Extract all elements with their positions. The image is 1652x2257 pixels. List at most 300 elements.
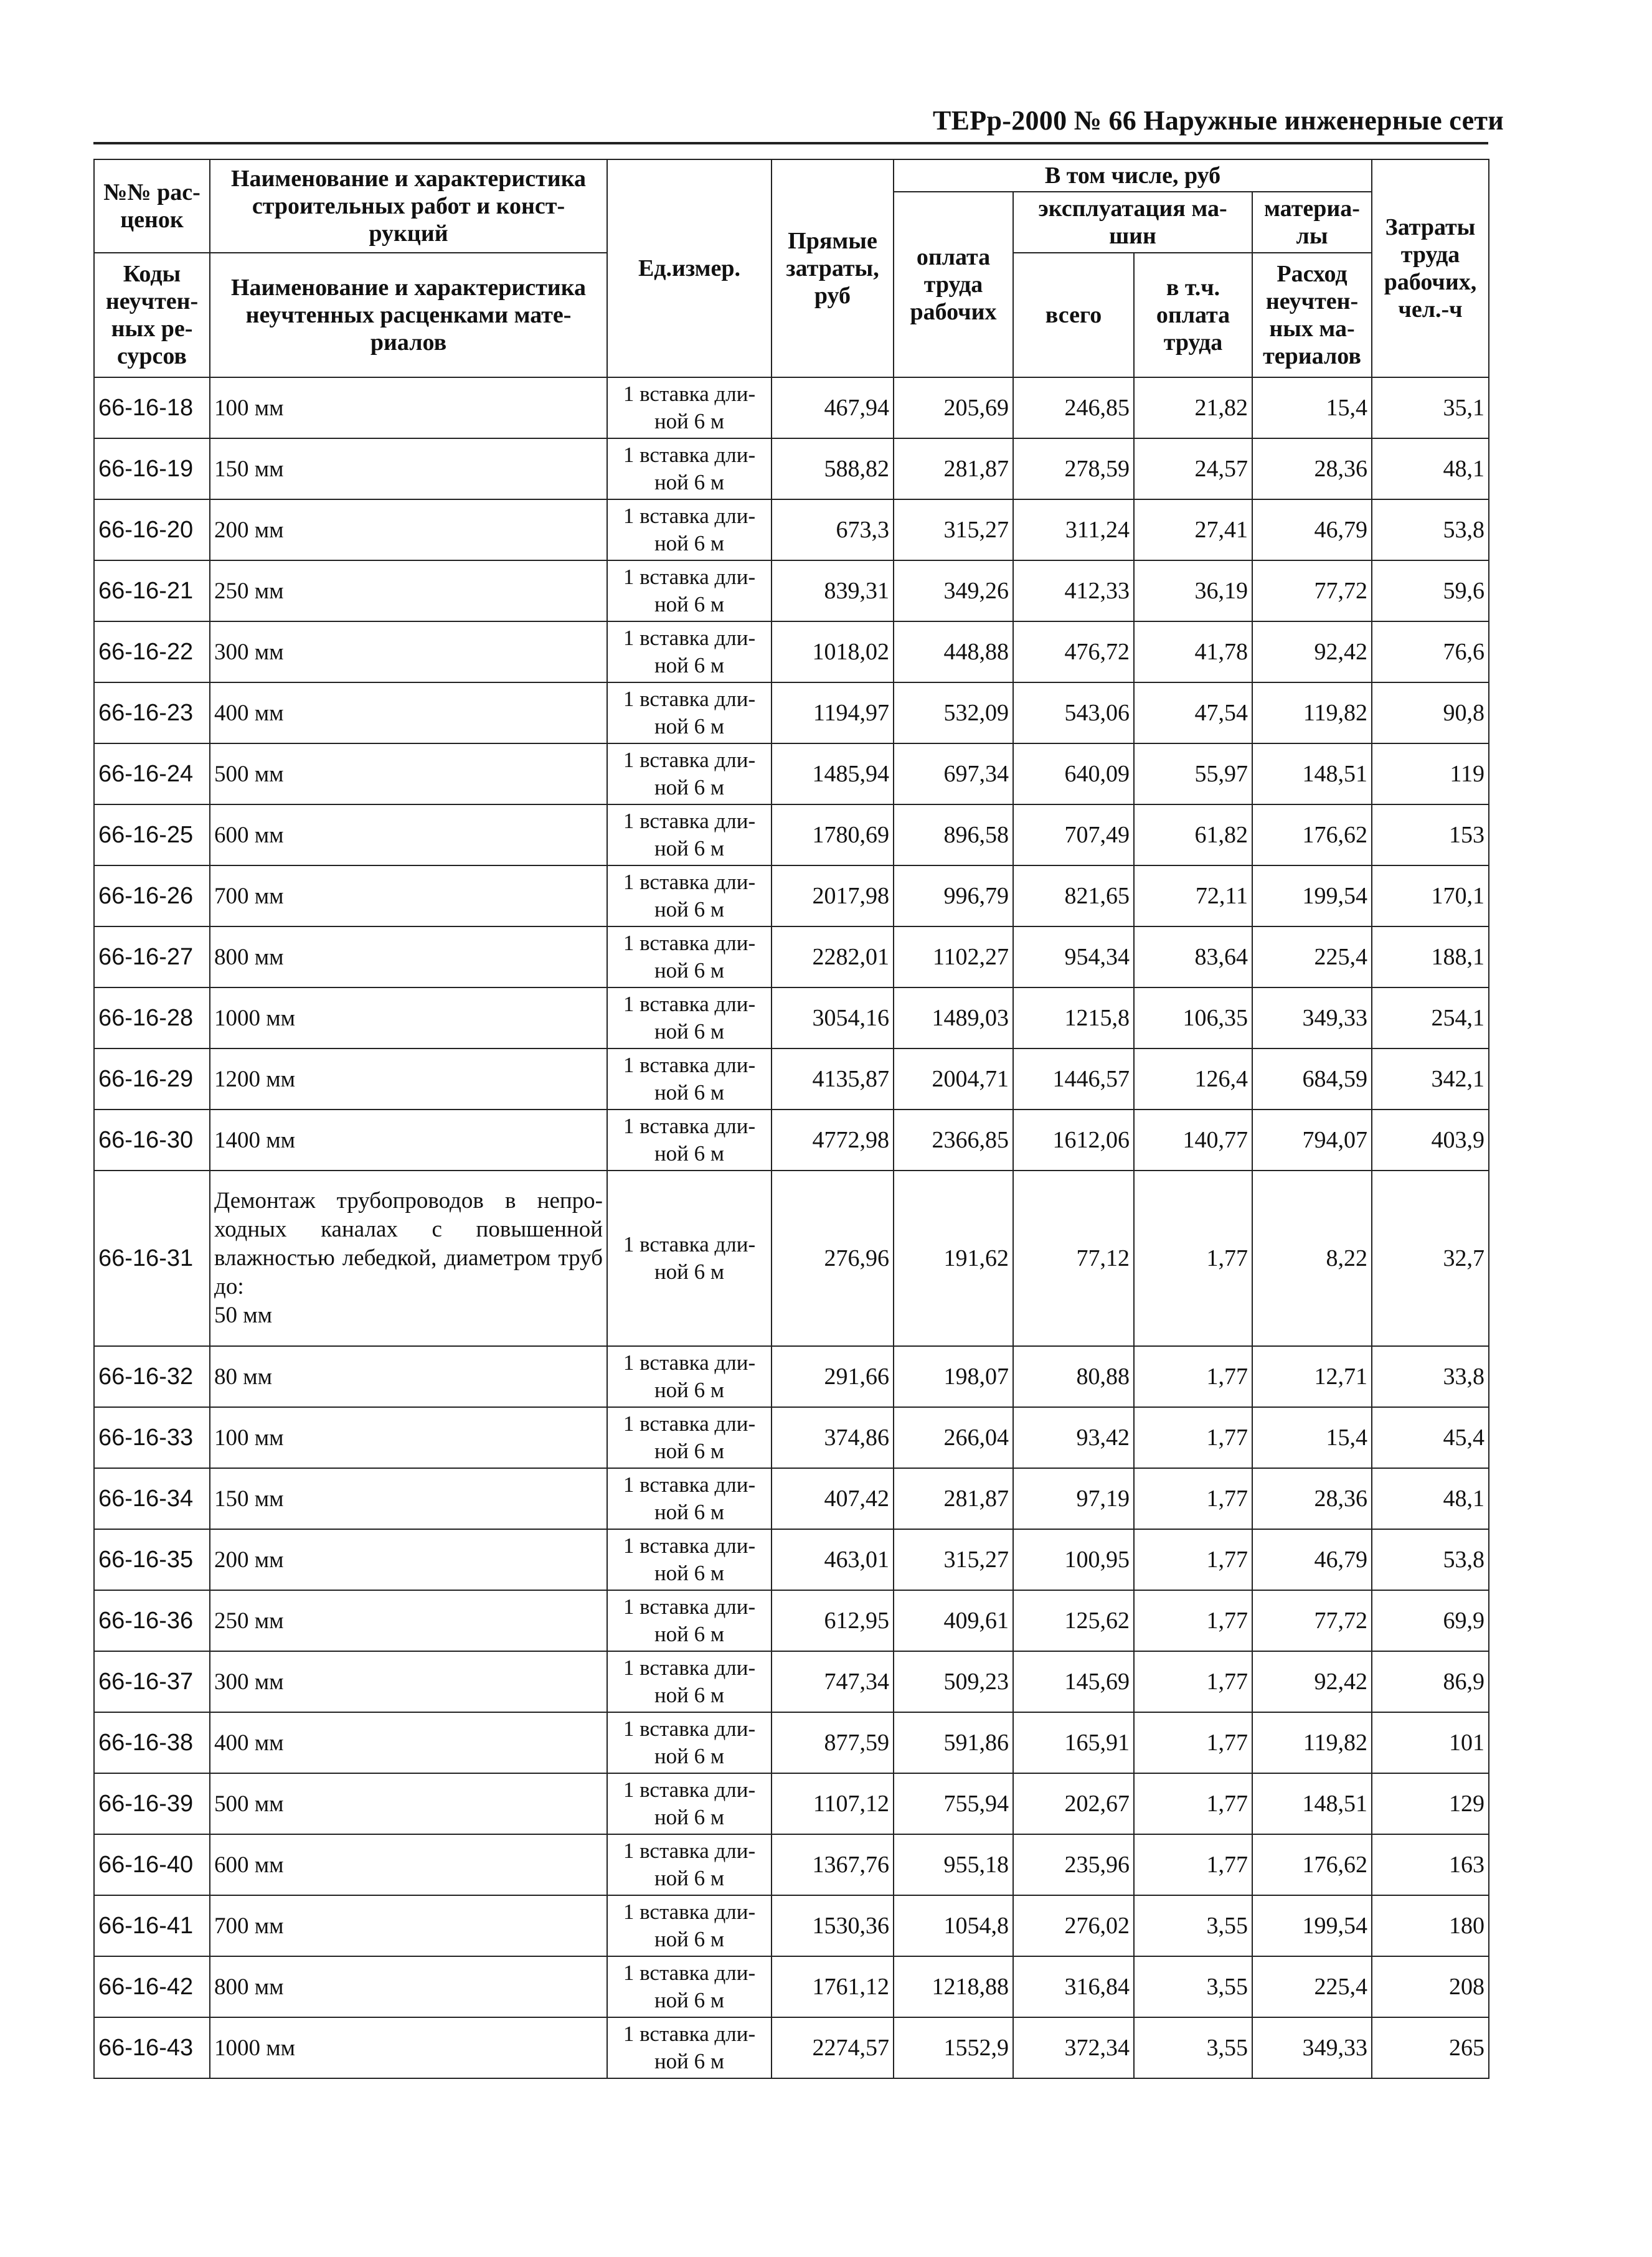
machines-total: 202,67	[1013, 1773, 1134, 1834]
machines-total: 1612,06	[1013, 1110, 1134, 1171]
materials: 349,33	[1252, 2017, 1372, 2078]
unit-line: 1 вставка дли-	[623, 443, 756, 467]
rate-code: 66-16-31	[94, 1171, 210, 1346]
rate-code: 66-16-43	[94, 2017, 210, 2078]
header-rule	[93, 142, 1488, 144]
work-name: 700 мм	[210, 865, 607, 926]
table-row	[94, 1529, 1489, 1590]
table-row	[94, 1895, 1489, 1956]
machines-total: 97,19	[1013, 1468, 1134, 1529]
work-name: 600 мм	[210, 1834, 607, 1895]
unit-line: ной 6 м	[654, 1561, 725, 1585]
machines-pay: 106,35	[1134, 987, 1252, 1048]
workers-pay: 191,62	[894, 1171, 1013, 1346]
labor-costs: 45,4	[1372, 1407, 1489, 1468]
unit-of-measure	[607, 1048, 772, 1110]
machines-pay: 1,77	[1134, 1773, 1252, 1834]
rate-code: 66-16-34	[94, 1468, 210, 1529]
work-name: 800 мм	[210, 926, 607, 987]
labor-costs: 119	[1372, 743, 1489, 804]
materials: 225,4	[1252, 1956, 1372, 2017]
workers-pay: 315,27	[894, 499, 1013, 560]
direct-costs: 1780,69	[772, 804, 894, 865]
direct-costs: 4135,87	[772, 1048, 894, 1110]
materials: 77,72	[1252, 1590, 1372, 1651]
unit-of-measure	[607, 865, 772, 926]
machines-pay: 47,54	[1134, 682, 1252, 743]
direct-costs: 374,86	[772, 1407, 894, 1468]
workers-pay: 2004,71	[894, 1048, 1013, 1110]
machines-total: 235,96	[1013, 1834, 1134, 1895]
direct-costs: 588,82	[772, 438, 894, 499]
unit-line: ной 6 м	[654, 1378, 725, 1402]
unit-of-measure	[607, 743, 772, 804]
workers-pay: 1054,8	[894, 1895, 1013, 1956]
machines-pay: 1,77	[1134, 1171, 1252, 1346]
machines-total: 543,06	[1013, 682, 1134, 743]
work-name: 200 мм	[210, 1529, 607, 1590]
direct-costs: 463,01	[772, 1529, 894, 1590]
materials: 15,4	[1252, 377, 1372, 438]
labor-costs: 403,9	[1372, 1110, 1489, 1171]
machines-total: 412,33	[1013, 560, 1134, 621]
machines-total: 145,69	[1013, 1651, 1134, 1712]
workers-pay: 955,18	[894, 1834, 1013, 1895]
unit-line: ной 6 м	[654, 1927, 725, 1951]
machines-pay: 27,41	[1134, 499, 1252, 560]
materials: 199,54	[1252, 1895, 1372, 1956]
unit-line: 1 вставка дли-	[623, 870, 756, 894]
unit-line: ной 6 м	[654, 897, 725, 921]
machines-total: 93,42	[1013, 1407, 1134, 1468]
workers-pay: 349,26	[894, 560, 1013, 621]
labor-costs: 153	[1372, 804, 1489, 865]
materials: 8,22	[1252, 1171, 1372, 1346]
machines-pay: 61,82	[1134, 804, 1252, 865]
rate-code: 66-16-20	[94, 499, 210, 560]
unit-line: 1 вставка дли-	[623, 687, 756, 711]
rate-code: 66-16-19	[94, 438, 210, 499]
work-name: 80 мм	[210, 1346, 607, 1407]
workers-pay: 509,23	[894, 1651, 1013, 1712]
unit-line: ной 6 м	[654, 470, 725, 494]
unit-line: 1 вставка дли-	[623, 565, 756, 589]
workers-pay: 532,09	[894, 682, 1013, 743]
materials: 225,4	[1252, 926, 1372, 987]
unit-line: ной 6 м	[654, 1805, 725, 1829]
unit-of-measure	[607, 621, 772, 682]
header-labor: Затраты труда рабочих, чел.-ч	[1372, 159, 1489, 377]
machines-pay: 41,78	[1134, 621, 1252, 682]
table-row	[94, 682, 1489, 743]
work-name: 1400 мм	[210, 1110, 607, 1171]
direct-costs: 877,59	[772, 1712, 894, 1773]
header-name-materials: Наименование и характеристика неучтенных расценками мате-риалов	[210, 253, 607, 377]
unit-of-measure	[607, 1651, 772, 1712]
workers-pay: 409,61	[894, 1590, 1013, 1651]
table-row	[94, 804, 1489, 865]
labor-costs: 48,1	[1372, 1468, 1489, 1529]
table-row	[94, 865, 1489, 926]
labor-costs: 53,8	[1372, 1529, 1489, 1590]
workers-pay: 755,94	[894, 1773, 1013, 1834]
unit-of-measure	[607, 560, 772, 621]
header-name-work: Наименование и характеристика строительных работ и конст-рукций	[210, 159, 607, 253]
table-row	[94, 2017, 1489, 2078]
unit-line: ной 6 м	[654, 1019, 725, 1044]
work-name: 700 мм	[210, 1895, 607, 1956]
work-name: 500 мм	[210, 743, 607, 804]
unit-line: 1 вставка дли-	[623, 626, 756, 650]
work-name: 300 мм	[210, 621, 607, 682]
table-row	[94, 1346, 1489, 1407]
materials: 119,82	[1252, 1712, 1372, 1773]
unit-of-measure	[607, 1773, 772, 1834]
machines-total: 77,12	[1013, 1171, 1134, 1346]
unit-line: ной 6 м	[654, 1260, 725, 1284]
materials: 119,82	[1252, 682, 1372, 743]
labor-costs: 48,1	[1372, 438, 1489, 499]
header-machines-pay: в т.ч. оплата труда	[1134, 253, 1252, 377]
rate-code: 66-16-28	[94, 987, 210, 1048]
direct-costs: 276,96	[772, 1171, 894, 1346]
materials: 28,36	[1252, 438, 1372, 499]
materials: 28,36	[1252, 1468, 1372, 1529]
work-name: 200 мм	[210, 499, 607, 560]
header-machines: эксплуатация ма-шин	[1013, 192, 1252, 253]
unit-of-measure	[607, 1529, 772, 1590]
machines-pay: 3,55	[1134, 1956, 1252, 2017]
table-body	[94, 377, 1489, 2078]
materials: 176,62	[1252, 1834, 1372, 1895]
machines-pay: 3,55	[1134, 1895, 1252, 1956]
labor-costs: 170,1	[1372, 865, 1489, 926]
machines-total: 165,91	[1013, 1712, 1134, 1773]
table-row	[94, 1834, 1489, 1895]
unit-line: 1 вставка дли-	[623, 809, 756, 833]
machines-total: 707,49	[1013, 804, 1134, 865]
machines-pay: 24,57	[1134, 438, 1252, 499]
machines-total: 276,02	[1013, 1895, 1134, 1956]
work-diameter: 50 мм	[214, 1303, 273, 1328]
workers-pay: 697,34	[894, 743, 1013, 804]
machines-total: 372,34	[1013, 2017, 1134, 2078]
workers-pay: 198,07	[894, 1346, 1013, 1407]
direct-costs: 1761,12	[772, 1956, 894, 2017]
unit-of-measure	[607, 1895, 772, 1956]
header-resource-codes: Коды неучтен-ных ре-сурсов	[94, 253, 210, 377]
table-row	[94, 1468, 1489, 1529]
unit-line: 1 вставка дли-	[623, 992, 756, 1016]
machines-pay: 21,82	[1134, 377, 1252, 438]
unit-line: ной 6 м	[654, 1439, 725, 1463]
work-description: Демонтаж трубопроводов в непро-ходных каналах с повышенной влажностью лебедкой, диаметром труб до:	[214, 1188, 603, 1299]
workers-pay: 1218,88	[894, 1956, 1013, 2017]
machines-pay: 1,77	[1134, 1712, 1252, 1773]
rate-code: 66-16-32	[94, 1346, 210, 1407]
work-name: 600 мм	[210, 804, 607, 865]
header-workers-pay: оплата труда рабочих	[894, 192, 1013, 377]
labor-costs: 254,1	[1372, 987, 1489, 1048]
machines-total: 278,59	[1013, 438, 1134, 499]
work-name: 100 мм	[210, 377, 607, 438]
labor-costs: 76,6	[1372, 621, 1489, 682]
workers-pay: 591,86	[894, 1712, 1013, 1773]
machines-pay: 1,77	[1134, 1529, 1252, 1590]
materials: 92,42	[1252, 1651, 1372, 1712]
direct-costs: 1485,94	[772, 743, 894, 804]
machines-pay: 140,77	[1134, 1110, 1252, 1171]
unit-line: 1 вставка дли-	[623, 1350, 756, 1375]
direct-costs: 467,94	[772, 377, 894, 438]
machines-pay: 55,97	[1134, 743, 1252, 804]
materials: 794,07	[1252, 1110, 1372, 1171]
work-name: 1200 мм	[210, 1048, 607, 1110]
materials: 77,72	[1252, 560, 1372, 621]
direct-costs: 291,66	[772, 1346, 894, 1407]
rate-code: 66-16-42	[94, 1956, 210, 2017]
table-row	[94, 743, 1489, 804]
unit-line: 1 вставка дли-	[623, 1900, 756, 1924]
labor-costs: 265	[1372, 2017, 1489, 2078]
unit-of-measure	[607, 1346, 772, 1407]
workers-pay: 1489,03	[894, 987, 1013, 1048]
machines-total: 316,84	[1013, 1956, 1134, 2017]
table-row	[94, 1048, 1489, 1110]
machines-pay: 1,77	[1134, 1590, 1252, 1651]
unit-of-measure	[607, 1110, 772, 1171]
direct-costs: 1194,97	[772, 682, 894, 743]
unit-line: ной 6 м	[654, 836, 725, 860]
materials: 46,79	[1252, 1529, 1372, 1590]
table-row	[94, 1712, 1489, 1773]
labor-costs: 180	[1372, 1895, 1489, 1956]
header-materials-consumption: Расход неучтен-ных ма-териалов	[1252, 253, 1372, 377]
unit-line: 1 вставка дли-	[623, 931, 756, 955]
header-including: В том числе, руб	[894, 159, 1372, 192]
direct-costs: 839,31	[772, 560, 894, 621]
machines-total: 1446,57	[1013, 1048, 1134, 1110]
machines-total: 246,85	[1013, 377, 1134, 438]
machines-total: 1215,8	[1013, 987, 1134, 1048]
machines-pay: 1,77	[1134, 1407, 1252, 1468]
unit-line: ной 6 м	[654, 1080, 725, 1105]
unit-of-measure	[607, 682, 772, 743]
machines-pay: 1,77	[1134, 1468, 1252, 1529]
unit-line: ной 6 м	[654, 2049, 725, 2073]
work-name	[210, 1171, 607, 1346]
rate-code: 66-16-37	[94, 1651, 210, 1712]
labor-costs: 90,8	[1372, 682, 1489, 743]
rate-code: 66-16-36	[94, 1590, 210, 1651]
direct-costs: 407,42	[772, 1468, 894, 1529]
work-name: 400 мм	[210, 1712, 607, 1773]
direct-costs: 673,3	[772, 499, 894, 560]
direct-costs: 1367,76	[772, 1834, 894, 1895]
unit-line: 1 вставка дли-	[623, 1114, 756, 1138]
labor-costs: 129	[1372, 1773, 1489, 1834]
work-name: 150 мм	[210, 1468, 607, 1529]
machines-pay: 1,77	[1134, 1346, 1252, 1407]
materials: 15,4	[1252, 1407, 1372, 1468]
rate-code: 66-16-29	[94, 1048, 210, 1110]
rates-table	[93, 159, 1489, 2079]
materials: 349,33	[1252, 987, 1372, 1048]
labor-costs: 32,7	[1372, 1171, 1489, 1346]
unit-line: 1 вставка дли-	[623, 1472, 756, 1497]
direct-costs: 3054,16	[772, 987, 894, 1048]
rate-code: 66-16-21	[94, 560, 210, 621]
labor-costs: 101	[1372, 1712, 1489, 1773]
labor-costs: 163	[1372, 1834, 1489, 1895]
workers-pay: 448,88	[894, 621, 1013, 682]
rate-code: 66-16-22	[94, 621, 210, 682]
direct-costs: 747,34	[772, 1651, 894, 1712]
labor-costs: 35,1	[1372, 377, 1489, 438]
workers-pay: 1102,27	[894, 926, 1013, 987]
unit-line: 1 вставка дли-	[623, 2022, 756, 2046]
rate-code: 66-16-27	[94, 926, 210, 987]
workers-pay: 281,87	[894, 438, 1013, 499]
machines-total: 311,24	[1013, 499, 1134, 560]
rate-code: 66-16-26	[94, 865, 210, 926]
workers-pay: 996,79	[894, 865, 1013, 926]
unit-line: 1 вставка дли-	[623, 1961, 756, 1985]
table-header	[94, 159, 1489, 377]
unit-of-measure	[607, 1468, 772, 1529]
unit-of-measure	[607, 1590, 772, 1651]
rate-code: 66-16-33	[94, 1407, 210, 1468]
unit-of-measure	[607, 438, 772, 499]
labor-costs: 59,6	[1372, 560, 1489, 621]
table-row	[94, 1110, 1489, 1171]
rate-code: 66-16-38	[94, 1712, 210, 1773]
machines-pay: 72,11	[1134, 865, 1252, 926]
work-name: 300 мм	[210, 1651, 607, 1712]
materials: 199,54	[1252, 865, 1372, 926]
rate-code: 66-16-39	[94, 1773, 210, 1834]
unit-line: 1 вставка дли-	[623, 1778, 756, 1802]
labor-costs: 208	[1372, 1956, 1489, 2017]
machines-total: 821,65	[1013, 865, 1134, 926]
machines-total: 80,88	[1013, 1346, 1134, 1407]
workers-pay: 1552,9	[894, 2017, 1013, 2078]
work-name: 800 мм	[210, 1956, 607, 2017]
direct-costs: 2017,98	[772, 865, 894, 926]
table-row	[94, 1590, 1489, 1651]
unit-of-measure	[607, 987, 772, 1048]
unit-line: 1 вставка дли-	[623, 1053, 756, 1077]
direct-costs: 1018,02	[772, 621, 894, 682]
unit-line: 1 вставка дли-	[623, 748, 756, 772]
unit-of-measure	[607, 926, 772, 987]
unit-of-measure	[607, 1407, 772, 1468]
labor-costs: 188,1	[1372, 926, 1489, 987]
unit-line: ной 6 м	[654, 775, 725, 799]
direct-costs: 612,95	[772, 1590, 894, 1651]
unit-line: ной 6 м	[654, 592, 725, 616]
machines-total: 640,09	[1013, 743, 1134, 804]
table-row	[94, 1651, 1489, 1712]
direct-costs: 4772,98	[772, 1110, 894, 1171]
table-row	[94, 1407, 1489, 1468]
rate-code: 66-16-41	[94, 1895, 210, 1956]
labor-costs: 342,1	[1372, 1048, 1489, 1110]
work-name: 1000 мм	[210, 2017, 607, 2078]
direct-costs: 1107,12	[772, 1773, 894, 1834]
unit-of-measure	[607, 2017, 772, 2078]
unit-line: ной 6 м	[654, 1683, 725, 1707]
header-machines-total: всего	[1013, 253, 1134, 377]
unit-line: 1 вставка дли-	[623, 1411, 756, 1436]
rate-code: 66-16-24	[94, 743, 210, 804]
workers-pay: 2366,85	[894, 1110, 1013, 1171]
table-row	[94, 987, 1489, 1048]
unit-line: ной 6 м	[654, 531, 725, 555]
workers-pay: 896,58	[894, 804, 1013, 865]
unit-line: 1 вставка дли-	[623, 1656, 756, 1680]
materials: 12,71	[1252, 1346, 1372, 1407]
workers-pay: 315,27	[894, 1529, 1013, 1590]
materials: 684,59	[1252, 1048, 1372, 1110]
header-direct-costs: Прямые затраты, руб	[772, 159, 894, 377]
machines-pay: 36,19	[1134, 560, 1252, 621]
unit-line: ной 6 м	[654, 1744, 725, 1768]
unit-line: ной 6 м	[654, 714, 725, 738]
machines-total: 100,95	[1013, 1529, 1134, 1590]
unit-line: 1 вставка дли-	[623, 1232, 756, 1256]
unit-line: 1 вставка дли-	[623, 1839, 756, 1863]
machines-total: 476,72	[1013, 621, 1134, 682]
header-rate-no: №№ рас-ценок	[94, 159, 210, 253]
work-name: 400 мм	[210, 682, 607, 743]
rate-code: 66-16-30	[94, 1110, 210, 1171]
table-row	[94, 438, 1489, 499]
unit-line: ной 6 м	[654, 1141, 725, 1166]
header-unit: Ед.измер.	[607, 159, 772, 377]
table-row	[94, 926, 1489, 987]
machines-pay: 83,64	[1134, 926, 1252, 987]
table-row	[94, 1171, 1489, 1346]
unit-line: 1 вставка дли-	[623, 504, 756, 528]
workers-pay: 205,69	[894, 377, 1013, 438]
unit-line: ной 6 м	[654, 409, 725, 433]
unit-line: 1 вставка дли-	[623, 382, 756, 406]
table-row	[94, 621, 1489, 682]
machines-pay: 3,55	[1134, 2017, 1252, 2078]
machines-pay: 1,77	[1134, 1834, 1252, 1895]
table-row	[94, 1773, 1489, 1834]
unit-line: ной 6 м	[654, 1866, 725, 1890]
rate-code: 66-16-40	[94, 1834, 210, 1895]
unit-of-measure	[607, 377, 772, 438]
unit-line: 1 вставка дли-	[623, 1534, 756, 1558]
unit-line: 1 вставка дли-	[623, 1595, 756, 1619]
rate-code: 66-16-25	[94, 804, 210, 865]
unit-line: ной 6 м	[654, 653, 725, 677]
labor-costs: 69,9	[1372, 1590, 1489, 1651]
unit-of-measure	[607, 1956, 772, 2017]
materials: 176,62	[1252, 804, 1372, 865]
rate-code: 66-16-35	[94, 1529, 210, 1590]
labor-costs: 86,9	[1372, 1651, 1489, 1712]
unit-line: ной 6 м	[654, 1988, 725, 2012]
table-row	[94, 560, 1489, 621]
work-name: 100 мм	[210, 1407, 607, 1468]
work-name: 250 мм	[210, 560, 607, 621]
materials: 92,42	[1252, 621, 1372, 682]
header-materials: материа-лы	[1252, 192, 1372, 253]
